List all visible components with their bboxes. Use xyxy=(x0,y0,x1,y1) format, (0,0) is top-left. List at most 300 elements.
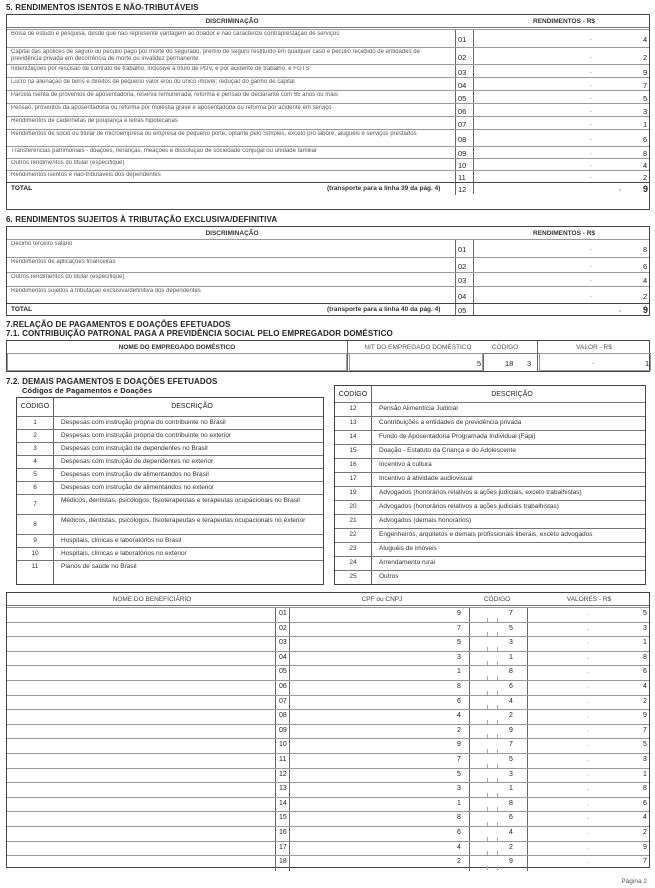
valor-check-digit: 1 xyxy=(645,359,650,368)
income-check-digit: 2 xyxy=(643,52,648,62)
income-value-input[interactable] xyxy=(473,91,649,103)
beneficiary-cpf-check-digit: 7 xyxy=(457,756,461,763)
beneficiary-value-input[interactable] xyxy=(529,754,649,768)
beneficiary-value-check-digit: 7 xyxy=(643,726,647,734)
beneficiary-cpf-input[interactable] xyxy=(291,666,469,680)
income-row: Rendimentos de aplicações financeiras 02 . 6 xyxy=(7,257,649,272)
payment-code-row xyxy=(335,556,645,570)
income-value-input[interactable] xyxy=(473,65,649,77)
section-7-title: 7.RELAÇÃO DE PAGAMENTOS E DOAÇÕES EFETUADOS xyxy=(6,320,231,329)
income-row: Outros rendimentos do titular (especifique) 03 . 4 xyxy=(7,272,649,286)
beneficiary-codigo-digit: 6 xyxy=(509,683,513,690)
payment-code-row xyxy=(17,416,323,429)
beneficiary-name-input[interactable] xyxy=(7,681,275,695)
payment-code: 12 xyxy=(349,405,357,412)
beneficiary-row-number: 18 xyxy=(279,858,287,866)
beneficiary-value-input[interactable] xyxy=(529,623,649,637)
beneficiary-value-check-digit: 6 xyxy=(643,799,647,807)
income-row-description: Lucro na alienação de bens e direitos de pequeno valor e/ou do único imóvel; redução do ganho de capital xyxy=(11,79,295,85)
payment-code-description: Aluguéis de imóveis xyxy=(379,545,437,552)
payment-code-row xyxy=(17,514,323,534)
income-row-description: Rendimentos de aplicações financeiras xyxy=(11,259,116,265)
payment-code-row xyxy=(335,514,645,528)
beneficiary-cpf-input[interactable] xyxy=(291,652,469,666)
beneficiary-cpf-check-digit: 6 xyxy=(457,697,461,705)
beneficiary-row-number: 12 xyxy=(279,770,287,778)
payment-code-description: Incentivo à cultura xyxy=(379,461,432,468)
beneficiary-name-input[interactable] xyxy=(7,812,275,826)
income-row: Lucro na alienação de bens e direitos de pequeno valor e/ou do único imóvel; redução do ganho de capital 04 . 7 xyxy=(7,77,649,90)
income-value-input[interactable] xyxy=(473,273,649,286)
payment-code-row xyxy=(17,468,323,481)
page-number: Página 2 xyxy=(621,878,647,885)
beneficiary-row-number: 10 xyxy=(279,741,287,749)
beneficiary-row-number: 11 xyxy=(279,756,287,763)
income-row: Parcela isenta de proventos de aposentadoria, reserva remunerada, reforma e pensão de declarante com 65 anos ou mais 05 . 5 xyxy=(7,90,649,103)
beneficiary-name-input[interactable] xyxy=(7,608,275,622)
income-row: Outros rendimentos do titular (especifique) 10 . 4 xyxy=(7,158,649,170)
payment-code-row xyxy=(17,481,323,494)
income-value-input[interactable] xyxy=(473,48,649,64)
income-row-code: 08 xyxy=(458,134,467,144)
income-row-code: 03 xyxy=(458,276,467,285)
total-check-digit: 9 xyxy=(643,305,649,315)
beneficiary-value-input[interactable] xyxy=(529,739,649,753)
beneficiary-value-check-digit: 5 xyxy=(643,610,647,617)
payment-code: 20 xyxy=(349,503,357,510)
s6-value-header: RENDIMENTOS - R$ xyxy=(533,230,595,237)
beneficiary-cpf-check-digit: 4 xyxy=(457,712,461,720)
beneficiary-codigo-header: CÓDIGO xyxy=(483,596,511,603)
income-value-input[interactable] xyxy=(473,147,649,158)
beneficiary-cpf-input[interactable] xyxy=(291,681,469,695)
beneficiary-cpf-check-digit: 1 xyxy=(457,799,461,807)
payment-code: 9 xyxy=(33,537,37,544)
beneficiary-row: 17 4 2 . 9 xyxy=(7,841,649,856)
beneficiary-cpf-check-digit: 8 xyxy=(457,683,461,690)
beneficiaries-table xyxy=(6,592,650,868)
beneficiary-codigo-digit: 5 xyxy=(509,624,513,632)
beneficiary-value-check-digit: 6 xyxy=(643,668,647,676)
valor-header: VALOR - R$ xyxy=(576,344,612,351)
beneficiary-name-input[interactable] xyxy=(7,842,275,856)
beneficiary-row: 11 7 5 . 3 xyxy=(7,753,649,768)
beneficiary-value-check-digit: 8 xyxy=(643,653,647,661)
beneficiary-row-number: 14 xyxy=(279,799,287,807)
payment-code: 23 xyxy=(349,545,357,552)
section-6-table xyxy=(6,226,650,316)
income-check-digit: 1 xyxy=(643,119,648,129)
codes-table-left xyxy=(16,397,324,585)
s5-value-header: RENDIMENTOS - R$ xyxy=(533,18,595,25)
beneficiary-row-number: 17 xyxy=(279,843,287,851)
payment-code-description: Outros xyxy=(379,573,399,580)
beneficiary-value-input[interactable] xyxy=(529,798,649,812)
beneficiary-value-input[interactable] xyxy=(529,783,649,797)
income-check-digit: 9 xyxy=(643,67,648,77)
beneficiary-cpf-check-digit: 9 xyxy=(457,610,461,617)
beneficiary-codigo-digit: 9 xyxy=(509,858,513,866)
employee-name-input[interactable] xyxy=(7,353,347,371)
beneficiary-cpf-check-digit: 6 xyxy=(457,829,461,836)
payment-code: 8 xyxy=(33,521,37,528)
beneficiary-value-check-digit: 1 xyxy=(643,770,647,778)
employer-contribution-table: NOME DO EMPREGADO DOMÉSTICO NIT DO EMPREGADO DOMÉSTICO CÓDIGO VALOR - R$ 5 18 3 . 1 xyxy=(6,340,650,372)
codes-right-descricao-header: DESCRIÇÃO xyxy=(491,391,533,398)
nit-header: NIT DO EMPREGADO DOMÉSTICO xyxy=(364,344,472,351)
beneficiary-cpf-input[interactable] xyxy=(291,754,469,768)
beneficiary-value-input[interactable] xyxy=(529,812,649,826)
payment-code-description: Engenheiros, arquitetos e demais profissionais liberais, exceto advogados xyxy=(379,531,593,538)
beneficiary-name-input[interactable] xyxy=(7,798,275,812)
beneficiary-row: 01 9 7 . 5 xyxy=(7,607,649,622)
beneficiary-value-input[interactable] xyxy=(529,827,649,841)
income-row-description: Rendimentos isentos e não-tributáveis dos dependentes xyxy=(11,172,161,178)
payment-code: 5 xyxy=(33,471,37,478)
beneficiary-codigo-digit: 5 xyxy=(509,756,513,763)
payment-code-description: Advogados (honorários relativos a ações judiciais trabalhistas) xyxy=(379,503,559,510)
payment-code-description: Hospitais, clínicas e laboratórios no Brasil xyxy=(61,537,182,544)
income-row-code: 02 xyxy=(458,52,467,62)
beneficiary-value-input[interactable] xyxy=(529,637,649,651)
codes-right-codigo-header: CÓDIGO xyxy=(338,391,368,398)
section-6-title: 6. RENDIMENTOS SUJEITOS À TRIBUTAÇÃO EXCLUSIVA/DEFINITIVA xyxy=(6,215,278,224)
beneficiary-cpf-header: CPF ou CNPJ xyxy=(361,596,403,603)
beneficiary-row-number: 13 xyxy=(279,785,287,793)
beneficiary-cpf-input[interactable] xyxy=(291,783,469,797)
payment-code-row xyxy=(335,430,645,444)
income-row-description: Outros rendimentos do titular (especifique) xyxy=(11,274,125,280)
section-7-2-title: 7.2. DEMAIS PAGAMENTOS E DOAÇÕES EFETUADOS xyxy=(6,377,218,386)
payment-code-row xyxy=(17,547,323,560)
beneficiary-codigo-digit: 8 xyxy=(509,668,513,676)
payment-code: 2 xyxy=(33,432,37,439)
beneficiary-name-input[interactable] xyxy=(7,652,275,666)
beneficiary-name-header: NOME DO BENEFICIÁRIO xyxy=(112,596,192,603)
beneficiary-value-input[interactable] xyxy=(529,666,649,680)
payment-code-row xyxy=(335,444,645,458)
beneficiary-cpf-input[interactable] xyxy=(291,637,469,651)
income-row-description: Pensão, proventos da aposentadoria ou reforma por moléstia grave e aposentadoria ou reforma por acidente em serviço xyxy=(11,105,332,111)
income-row: Capital das apólices de seguro ou pecúlio pago por morte do segurado, prêmio de seguro restituído em qualquer caso e pecúlio recebido de entidades de previdência privada em decorrência de morte ou invalidez permanente 02 . 2 xyxy=(7,47,649,64)
total-check-digit: 9 xyxy=(643,184,649,194)
beneficiary-row: 13 3 1 . 8 xyxy=(7,782,649,797)
beneficiary-name-input[interactable] xyxy=(7,623,275,637)
beneficiary-cpf-check-digit: 3 xyxy=(457,785,461,793)
income-row-description: Décimo terceiro salário xyxy=(11,241,73,247)
payment-code: 21 xyxy=(349,517,357,524)
income-row-description: Transferências patrimoniais - doações, heranças, meações e dissolução de sociedade conjugal ou unidade familiar xyxy=(11,148,317,154)
income-row: Rendimentos de sócio ou titular de microempresa ou empresa de pequeno porte, optante pelo Simples, exceto pro labore, aluguéis e serviços prestados 08 . 6 xyxy=(7,129,649,146)
income-row-code: 05 xyxy=(458,93,467,103)
income-row-description: Rendimentos de sócio ou titular de microempresa ou empresa de pequeno porte, optante pelo Simples, exceto pro labore, aluguéis e serviços prestados xyxy=(11,131,417,137)
total-value-input[interactable] xyxy=(473,304,649,315)
beneficiary-valores-header: VALORES - R$ xyxy=(566,596,612,603)
payment-code-description: Incentivo à atividade audiovisual xyxy=(379,475,473,482)
beneficiary-cpf-check-digit: 5 xyxy=(457,639,461,647)
total-label: TOTAL xyxy=(11,306,33,313)
beneficiary-row-number: 02 xyxy=(279,624,287,632)
beneficiary-name-input[interactable] xyxy=(7,696,275,710)
payment-code-row xyxy=(335,458,645,472)
beneficiary-name-input[interactable] xyxy=(7,769,275,783)
beneficiary-codigo-digit: 3 xyxy=(509,639,513,647)
beneficiary-row: 14 1 8 . 6 xyxy=(7,797,649,812)
beneficiary-cpf-input[interactable] xyxy=(291,696,469,710)
payment-code: 22 xyxy=(349,531,357,538)
income-check-digit: 6 xyxy=(643,134,648,144)
beneficiary-cpf-input[interactable] xyxy=(291,856,469,870)
beneficiary-codigo-digit: 7 xyxy=(509,610,513,617)
payment-code: 17 xyxy=(349,475,357,482)
s6-desc-header: DISCRIMINAÇÃO xyxy=(205,230,259,237)
beneficiary-cpf-check-digit: 2 xyxy=(457,858,461,866)
income-row: Rendimentos isentos e não-tributáveis dos dependentes 11 . 2 xyxy=(7,170,649,182)
beneficiary-name-input[interactable] xyxy=(7,710,275,724)
payment-code-description: Hospitais, clínicas e laboratórios no exterior xyxy=(61,550,187,557)
beneficiary-codigo-digit: 2 xyxy=(509,843,513,851)
beneficiary-row: 12 5 3 . 1 xyxy=(7,768,649,783)
beneficiary-codigo-digit: 7 xyxy=(509,741,513,749)
beneficiary-row: 07 6 4 . 2 xyxy=(7,695,649,710)
beneficiary-value-input[interactable] xyxy=(529,696,649,710)
income-row-code: 03 xyxy=(458,67,467,77)
total-transport-note: (transporte para a linha 40 da pág. 4) xyxy=(327,306,441,313)
income-row: Bolsa de estudo e pesquisa, desde que não represente vantagem ao doador e não caracterize contraprestação de serviços 01 . 4 xyxy=(7,29,649,47)
beneficiary-value-check-digit: 9 xyxy=(643,843,647,851)
income-check-digit: 3 xyxy=(643,106,648,116)
income-value-input[interactable] xyxy=(473,287,649,303)
income-row: Rendimentos de cadernetas de poupança e letras hipotecárias 07 . 1 xyxy=(7,116,649,129)
payment-code: 10 xyxy=(31,550,39,557)
beneficiary-cpf-input[interactable] xyxy=(291,827,469,841)
payment-code-description: Despesas com instrução de alimentandos no Brasil xyxy=(61,471,209,478)
income-row-description: Rendimentos de cadernetas de poupança e letras hipotecárias xyxy=(11,118,178,124)
beneficiary-name-input[interactable] xyxy=(7,783,275,797)
income-row-description: Parcela isenta de proventos de aposentadoria, reserva remunerada, reforma e pensão de declarante com 65 anos ou mais xyxy=(11,92,338,98)
beneficiary-cpf-input[interactable] xyxy=(291,798,469,812)
payment-code-description: Fundo de Aposentadoria Programada Individual (Fapi) xyxy=(379,433,536,440)
payment-code-row xyxy=(17,455,323,468)
valor-input[interactable] xyxy=(539,353,651,371)
payment-code-description: Advogados (honorários relativos a ações judiciais, exceto trabalhistas) xyxy=(379,489,582,496)
total-row: TOTAL (transporte para a linha 39 da pág. 4) 12 , 9 xyxy=(7,182,649,194)
total-code: 05 xyxy=(458,306,467,315)
income-row-code: 04 xyxy=(458,80,467,90)
income-value-input[interactable] xyxy=(473,159,649,170)
beneficiary-cpf-check-digit: 7 xyxy=(457,624,461,632)
beneficiary-value-input[interactable] xyxy=(529,710,649,724)
beneficiary-row-number: 07 xyxy=(279,697,287,705)
income-row-description: Indenizações por rescisão de contrato de trabalho, inclusive a título de PDV, e por acidente de trabalho, e FGTS xyxy=(11,66,310,72)
beneficiary-value-input[interactable] xyxy=(529,842,649,856)
income-value-input[interactable] xyxy=(473,240,649,257)
payment-code-row xyxy=(17,560,323,573)
nit-input[interactable] xyxy=(349,353,483,371)
beneficiary-cpf-input[interactable] xyxy=(291,623,469,637)
beneficiary-codigo-digit: 3 xyxy=(509,770,513,778)
section-5-table xyxy=(6,14,650,210)
beneficiary-name-input[interactable] xyxy=(7,739,275,753)
income-row: Décimo terceiro salário 01 . 8 xyxy=(7,239,649,257)
payment-code-description: Despesas com instrução de dependentes no Brasil xyxy=(61,445,208,452)
payment-code-description: Planos de saúde no Brasil xyxy=(61,563,137,570)
payment-code: 16 xyxy=(349,461,357,468)
payment-code: 6 xyxy=(33,484,37,491)
beneficiary-value-input[interactable] xyxy=(529,608,649,622)
payment-code-description: Despesas com instrução própria do contribuinte no exterior xyxy=(61,432,232,439)
payment-code-description: Médicos, dentistas, psicólogos, fisioterapeutas e terapeutas ocupacionais no Brasil xyxy=(61,497,300,504)
beneficiary-row: 18 2 9 . 7 xyxy=(7,855,649,870)
beneficiary-value-check-digit: 4 xyxy=(643,683,647,690)
beneficiary-value-check-digit: 8 xyxy=(643,785,647,793)
beneficiary-name-input[interactable] xyxy=(7,637,275,651)
beneficiary-value-input[interactable] xyxy=(529,725,649,739)
income-row-code: 11 xyxy=(458,173,466,182)
income-check-digit: 8 xyxy=(643,245,648,254)
beneficiary-row: 02 7 5 . 3 xyxy=(7,622,649,637)
income-value-input[interactable] xyxy=(473,104,649,116)
payment-code: 1 xyxy=(33,419,37,426)
income-check-digit: 4 xyxy=(643,276,648,285)
payment-code-description: Advogados (demais honorários) xyxy=(379,517,472,524)
payment-code-description: Despesas com instrução de dependentes no exterior xyxy=(61,458,214,465)
payment-code: 11 xyxy=(31,563,39,570)
beneficiary-cpf-input[interactable] xyxy=(291,769,469,783)
beneficiary-codigo-digit: 4 xyxy=(509,829,513,836)
codigo-check-digit: 3 xyxy=(527,359,532,368)
beneficiary-codigo-digit: 1 xyxy=(509,653,513,661)
income-row-code: 01 xyxy=(458,245,467,254)
payment-code-description: Arrendamento rural xyxy=(379,559,435,566)
payment-code: 4 xyxy=(33,458,37,465)
payment-code: 25 xyxy=(349,573,357,580)
beneficiary-row-number: 15 xyxy=(279,814,287,822)
beneficiary-cpf-input[interactable] xyxy=(291,842,469,856)
income-row-description: Bolsa de estudo e pesquisa, desde que não represente vantagem ao doador e não caracterize contraprestação de serviços xyxy=(11,31,340,37)
section-5-title: 5. RENDIMENTOS ISENTOS E NÃO-TRIBUTÁVEIS xyxy=(6,3,199,12)
beneficiary-row-number: 09 xyxy=(279,726,287,734)
beneficiary-cpf-input[interactable] xyxy=(291,710,469,724)
nit-check-digit: 5 xyxy=(477,359,482,368)
payment-code-description: Doação - Estatuto da Criança e do Adolescente xyxy=(379,447,516,454)
income-check-digit: 6 xyxy=(643,261,648,271)
beneficiary-cpf-input[interactable] xyxy=(291,608,469,622)
codes-table-right xyxy=(334,385,646,585)
beneficiary-value-check-digit: 3 xyxy=(643,756,647,763)
beneficiary-cpf-check-digit: 4 xyxy=(457,843,461,851)
payment-code-row xyxy=(335,402,645,416)
employee-name-header: NOME DO EMPREGADO DOMÉSTICO xyxy=(118,344,236,351)
income-value-input[interactable] xyxy=(473,30,649,47)
beneficiary-row-number: 05 xyxy=(279,668,287,676)
beneficiary-row-number: 04 xyxy=(279,653,287,661)
payment-code: 14 xyxy=(349,433,357,440)
beneficiary-value-check-digit: 7 xyxy=(643,858,647,866)
payment-code-description: Pensão Alimentícia Judicial xyxy=(379,405,458,412)
beneficiary-name-input[interactable] xyxy=(7,725,275,739)
total-value-input[interactable] xyxy=(473,183,649,194)
beneficiary-row-number: 06 xyxy=(279,683,287,690)
section-7-1-title: 7.1. CONTRIBUIÇÃO PATRONAL PAGA A PREVIDÊNCIA SOCIAL PELO EMPREGADOR DOMÉSTICO xyxy=(6,329,393,338)
beneficiary-name-input[interactable] xyxy=(7,856,275,870)
beneficiary-row: 04 3 1 . 8 xyxy=(7,651,649,666)
beneficiary-name-input[interactable] xyxy=(7,666,275,680)
beneficiary-value-input[interactable] xyxy=(529,856,649,870)
income-row: Rendimentos sujeitos à tributação exclusiva/definitiva dos dependentes 04 . 2 xyxy=(7,286,649,303)
beneficiary-row: 09 2 9 . 7 xyxy=(7,724,649,739)
income-check-digit: 8 xyxy=(643,149,648,158)
beneficiary-row-number: 03 xyxy=(279,639,287,647)
beneficiary-row: 06 8 6 . 4 xyxy=(7,680,649,695)
payment-code-description: Despesas com instrução própria do contribuinte no Brasil xyxy=(61,419,226,426)
income-value-input[interactable] xyxy=(473,117,649,129)
income-row-description: Capital das apólices de seguro ou pecúlio pago por morte do segurado, prêmio de seguro restituído em qualquer caso e pecúlio recebido de entidades de previdência privada em decorrência de morte ou invalidez permanente xyxy=(11,49,420,62)
income-row-code: 02 xyxy=(458,261,467,271)
payment-code-row xyxy=(335,416,645,430)
income-value-input[interactable] xyxy=(473,130,649,146)
payment-code: 13 xyxy=(349,419,357,426)
payment-code: 3 xyxy=(33,445,37,452)
total-row: TOTAL (transporte para a linha 40 da pág. 4) 05 , 9 xyxy=(7,303,649,315)
beneficiary-value-input[interactable] xyxy=(529,681,649,695)
payment-code-row xyxy=(335,542,645,556)
beneficiary-value-check-digit: 5 xyxy=(643,741,647,749)
beneficiary-cpf-input[interactable] xyxy=(291,725,469,739)
income-check-digit: 7 xyxy=(643,80,648,90)
income-value-input[interactable] xyxy=(473,258,649,272)
beneficiary-codigo-digit: 6 xyxy=(509,814,513,822)
beneficiary-value-check-digit: 1 xyxy=(643,639,647,647)
beneficiary-value-check-digit: 2 xyxy=(643,829,647,836)
beneficiary-cpf-check-digit: 9 xyxy=(457,741,461,749)
payment-code-row xyxy=(335,570,645,584)
total-label: TOTAL xyxy=(11,185,33,192)
beneficiary-row-number: 08 xyxy=(279,712,287,720)
income-value-input[interactable] xyxy=(473,171,649,182)
beneficiary-value-check-digit: 9 xyxy=(643,712,647,720)
s5-desc-header: DISCRIMINAÇÃO xyxy=(205,18,259,25)
beneficiary-value-check-digit: 2 xyxy=(643,697,647,705)
payment-code-description: Contribuições a entidades de previdência privada xyxy=(379,419,522,426)
income-row-code: 07 xyxy=(458,119,467,129)
beneficiary-codigo-digit: 9 xyxy=(509,726,513,734)
payment-code: 7 xyxy=(33,501,37,508)
income-check-digit: 2 xyxy=(643,173,648,182)
payment-code: 24 xyxy=(349,559,357,566)
beneficiary-codigo-digit: 2 xyxy=(509,712,513,720)
beneficiary-cpf-input[interactable] xyxy=(291,812,469,826)
payment-code-row xyxy=(335,500,645,514)
income-row-description: Rendimentos sujeitos à tributação exclusiva/definitiva dos dependentes xyxy=(11,288,201,294)
payment-code-row xyxy=(335,472,645,486)
beneficiary-value-input[interactable] xyxy=(529,652,649,666)
beneficiary-value-input[interactable] xyxy=(529,769,649,783)
beneficiary-codigo-digit: 1 xyxy=(509,785,513,793)
income-check-digit: 4 xyxy=(643,35,648,44)
beneficiary-name-input[interactable] xyxy=(7,827,275,841)
beneficiary-cpf-input[interactable] xyxy=(291,739,469,753)
beneficiary-name-input[interactable] xyxy=(7,754,275,768)
income-value-input[interactable] xyxy=(473,78,649,90)
income-check-digit: 5 xyxy=(643,93,648,103)
beneficiary-cpf-check-digit: 2 xyxy=(457,726,461,734)
income-row-code: 04 xyxy=(458,291,467,301)
beneficiary-cpf-check-digit: 8 xyxy=(457,814,461,822)
codigo-header: CÓDIGO xyxy=(491,344,519,351)
beneficiary-row: 03 5 3 . 1 xyxy=(7,636,649,651)
income-check-digit: 2 xyxy=(643,291,648,301)
